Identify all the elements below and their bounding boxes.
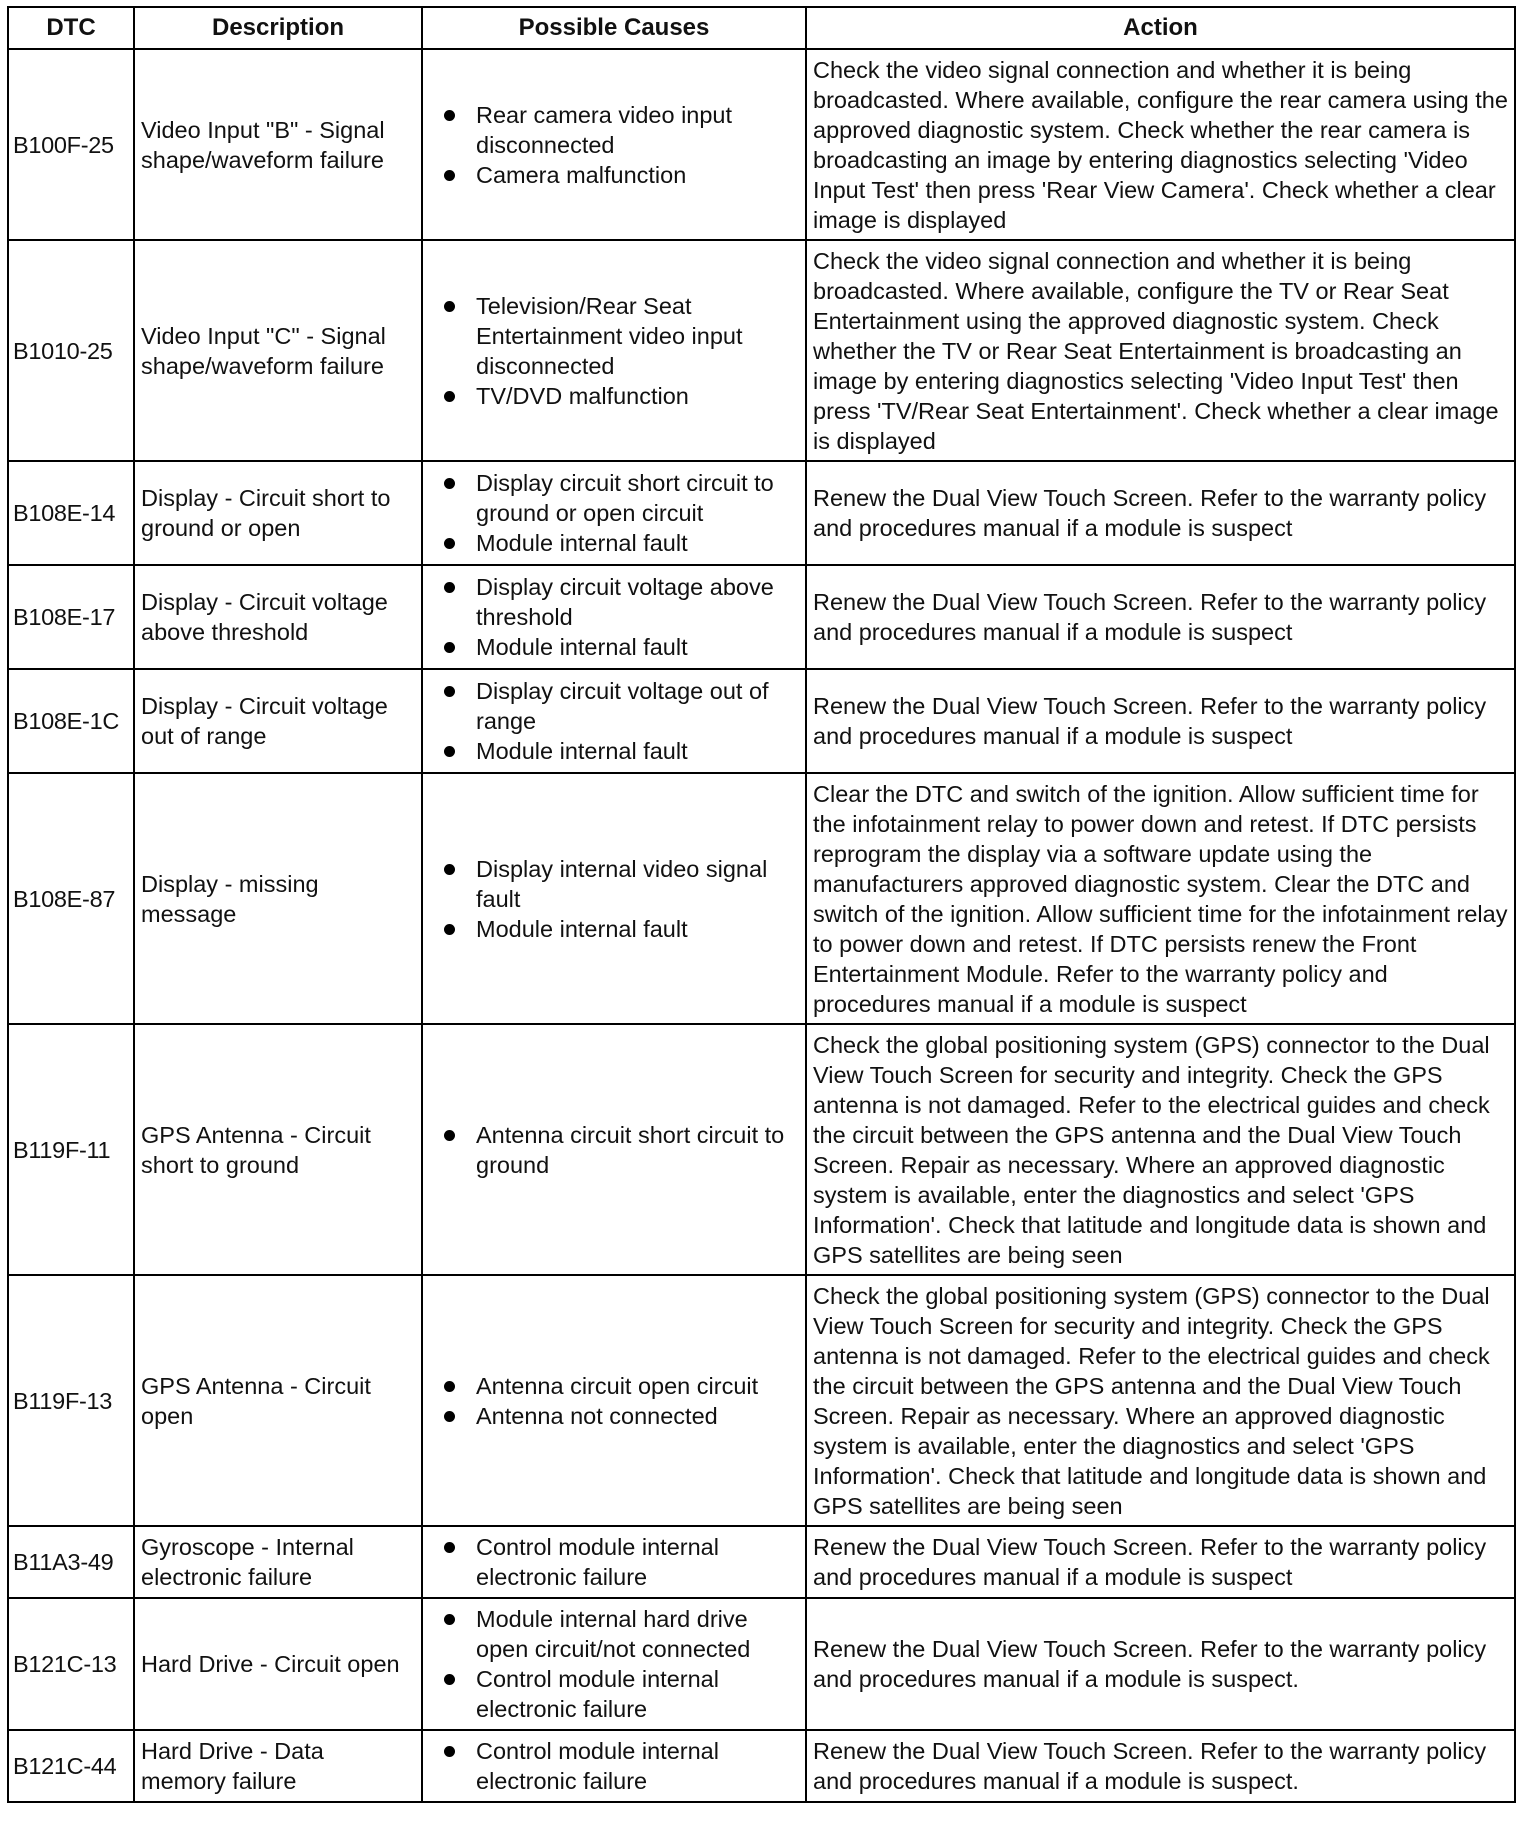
action-cell: Clear the DTC and switch of the ignition. Allow sufficient time for the infotainment relay to power down and retest. If DTC persists reprogram the display via a software update using the manufacturers approved diagnostic system. Clear the DTC and switch of the ignition. Allow sufficient time for the infotainment relay to power down and retest. If DTC persists renew the Front Entertainment Module. Refer to the warranty policy and procedures manual if a module is suspect	[806, 773, 1515, 1024]
cause-item	[423, 100, 801, 160]
dtc-code: B121C-44	[8, 1730, 134, 1802]
bullet-icon	[444, 746, 455, 757]
table-body	[8, 49, 1515, 1802]
description-cell: Display - Circuit voltage out of range	[134, 669, 422, 773]
causes-cell	[422, 1275, 806, 1526]
action-cell: Renew the Dual View Touch Screen. Refer to the warranty policy and procedures manual if a module is suspect	[806, 669, 1515, 773]
cause-item	[423, 468, 801, 528]
causes-cell	[422, 49, 806, 240]
bullet-icon	[444, 1674, 455, 1685]
causes-list	[423, 1736, 801, 1796]
cause-text: Module internal hard drive open circuit/not connected	[476, 1606, 751, 1662]
cause-text: Display circuit voltage out of range	[476, 678, 769, 734]
cause-text: Antenna circuit short circuit to ground	[476, 1121, 785, 1178]
cause-text: Control module internal electronic failure	[476, 1666, 719, 1722]
bullet-icon	[444, 1542, 455, 1553]
bullet-icon	[444, 391, 455, 402]
cause-item	[423, 381, 801, 411]
cause-text: Module internal fault	[476, 915, 688, 942]
bullet-icon	[444, 1130, 455, 1141]
bullet-icon	[444, 582, 455, 593]
dtc-code: B100F-25	[8, 49, 134, 240]
cause-item	[423, 854, 801, 914]
table-row	[8, 1730, 1515, 1802]
causes-list	[423, 291, 801, 411]
description-cell: Video Input "B" - Signal shape/waveform failure	[134, 49, 422, 240]
causes-list	[423, 676, 801, 766]
causes-list	[423, 1532, 801, 1592]
description-cell: Display - Circuit voltage above threshold	[134, 565, 422, 669]
bullet-icon	[444, 170, 455, 181]
cause-item	[423, 291, 801, 381]
cause-text: Control module internal electronic failure	[476, 1738, 719, 1794]
causes-list	[423, 572, 801, 662]
table-row	[8, 669, 1515, 773]
header-row	[8, 7, 1515, 49]
description-cell: GPS Antenna - Circuit open	[134, 1275, 422, 1526]
description-cell: Hard Drive - Data memory failure	[134, 1730, 422, 1802]
cause-item	[423, 160, 801, 190]
dtc-code: B1010-25	[8, 240, 134, 461]
causes-list	[423, 854, 801, 944]
cause-text: Camera malfunction	[476, 161, 687, 188]
description-cell: Display - missing message	[134, 773, 422, 1024]
description-cell: Display - Circuit short to ground or open	[134, 461, 422, 565]
cause-item	[423, 914, 801, 944]
dtc-code: B108E-87	[8, 773, 134, 1024]
cause-item	[423, 528, 801, 558]
cause-item	[423, 1120, 801, 1180]
dtc-table	[7, 6, 1516, 1803]
dtc-code: B119F-13	[8, 1275, 134, 1526]
cause-item	[423, 1736, 801, 1796]
action-cell: Check the video signal connection and whether it is being broadcasted. Where available, configure the rear camera using the approved diagnostic system. Check whether the rear camera is broadcasting an image by entering diagnostics selecting 'Video Input Test' then press 'Rear View Camera'. Check whether a clear image is displayed	[806, 49, 1515, 240]
description-cell: GPS Antenna - Circuit short to ground	[134, 1024, 422, 1275]
dtc-code: B11A3-49	[8, 1526, 134, 1598]
causes-cell	[422, 1598, 806, 1730]
causes-cell	[422, 565, 806, 669]
causes-list	[423, 1604, 801, 1724]
header-dtc: DTC	[8, 7, 134, 49]
causes-list	[423, 1120, 801, 1180]
cause-item	[423, 676, 801, 736]
cause-item	[423, 1532, 801, 1592]
cause-text: Display circuit voltage above threshold	[476, 574, 774, 630]
header-possible-causes: Possible Causes	[422, 7, 806, 49]
description-cell: Hard Drive - Circuit open	[134, 1598, 422, 1730]
causes-cell	[422, 773, 806, 1024]
dtc-code: B121C-13	[8, 1598, 134, 1730]
cause-text: Display internal video signal fault	[476, 855, 768, 912]
cause-text: Module internal fault	[476, 530, 688, 556]
causes-cell	[422, 240, 806, 461]
cause-item	[423, 1604, 801, 1664]
bullet-icon	[444, 538, 455, 549]
bullet-icon	[444, 478, 455, 489]
table-row	[8, 1526, 1515, 1598]
cause-text: Television/Rear Seat Entertainment video input disconnected	[476, 292, 743, 379]
action-cell: Renew the Dual View Touch Screen. Refer to the warranty policy and procedures manual if a module is suspect.	[806, 1598, 1515, 1730]
action-cell: Renew the Dual View Touch Screen. Refer to the warranty policy and procedures manual if a module is suspect.	[806, 1730, 1515, 1802]
bullet-icon	[444, 1411, 455, 1422]
cause-item	[423, 572, 801, 632]
action-cell: Renew the Dual View Touch Screen. Refer to the warranty policy and procedures manual if a module is suspect	[806, 565, 1515, 669]
action-cell: Renew the Dual View Touch Screen. Refer to the warranty policy and procedures manual if a module is suspect	[806, 461, 1515, 565]
causes-cell	[422, 1024, 806, 1275]
cause-text: Module internal fault	[476, 738, 688, 764]
action-cell: Check the video signal connection and whether it is being broadcasted. Where available, configure the TV or Rear Seat Entertainment using the approved diagnostic system. Check whether the TV or Rear Seat Entertainment is broadcasting an image by entering diagnostics selecting 'Video Input Test' then press 'TV/Rear Seat Entertainment'. Check whether a clear image is displayed	[806, 240, 1515, 461]
action-cell: Check the global positioning system (GPS) connector to the Dual View Touch Screen for security and integrity. Check the GPS antenna is not damaged. Refer to the electrical guides and check the circuit between the GPS antenna and the Dual View Touch Screen. Repair as necessary. Where an approved diagnostic system is available, enter the diagnostics and select 'GPS Information'. Check that latitude and longitude data is shown and GPS satellites are being seen	[806, 1275, 1515, 1526]
header-description: Description	[134, 7, 422, 49]
causes-list	[423, 1371, 801, 1431]
description-cell: Video Input "C" - Signal shape/waveform failure	[134, 240, 422, 461]
causes-cell	[422, 461, 806, 565]
cause-item	[423, 1401, 801, 1431]
bullet-icon	[444, 110, 455, 121]
table-row	[8, 773, 1515, 1024]
causes-list	[423, 468, 801, 558]
bullet-icon	[444, 1381, 455, 1392]
bullet-icon	[444, 1746, 455, 1757]
dtc-code: B108E-14	[8, 461, 134, 565]
table-row	[8, 1275, 1515, 1526]
cause-item	[423, 632, 801, 662]
cause-text: Display circuit short circuit to ground or open circuit	[476, 470, 774, 526]
bullet-icon	[444, 924, 455, 935]
cause-text: Module internal fault	[476, 634, 688, 660]
dtc-code: B119F-11	[8, 1024, 134, 1275]
action-cell: Check the global positioning system (GPS) connector to the Dual View Touch Screen for security and integrity. Check the GPS antenna is not damaged. Refer to the electrical guides and check the circuit between the GPS antenna and the Dual View Touch Screen. Repair as necessary. Where an approved diagnostic system is available, enter the diagnostics and select 'GPS Information'. Check that latitude and longitude data is shown and GPS satellites are being seen	[806, 1024, 1515, 1275]
dtc-code: B108E-17	[8, 565, 134, 669]
bullet-icon	[444, 1614, 455, 1625]
cause-text: Antenna circuit open circuit	[476, 1372, 759, 1399]
cause-text: Rear camera video input disconnected	[476, 101, 733, 158]
table-row	[8, 1024, 1515, 1275]
dtc-code: B108E-1C	[8, 669, 134, 773]
table-row	[8, 1598, 1515, 1730]
cause-text: TV/DVD malfunction	[476, 382, 689, 409]
table-row	[8, 565, 1515, 669]
table-row	[8, 461, 1515, 565]
causes-cell	[422, 1730, 806, 1802]
causes-list	[423, 100, 801, 190]
bullet-icon	[444, 642, 455, 653]
description-cell: Gyroscope - Internal electronic failure	[134, 1526, 422, 1598]
cause-item	[423, 736, 801, 766]
causes-cell	[422, 1526, 806, 1598]
bullet-icon	[444, 686, 455, 697]
table-row	[8, 240, 1515, 461]
cause-text: Control module internal electronic failure	[476, 1534, 719, 1590]
causes-cell	[422, 669, 806, 773]
header-action: Action	[806, 7, 1515, 49]
action-cell: Renew the Dual View Touch Screen. Refer to the warranty policy and procedures manual if a module is suspect	[806, 1526, 1515, 1598]
cause-item	[423, 1664, 801, 1724]
cause-text: Antenna not connected	[476, 1402, 718, 1429]
cause-item	[423, 1371, 801, 1401]
table-row	[8, 49, 1515, 240]
bullet-icon	[444, 301, 455, 312]
bullet-icon	[444, 864, 455, 875]
